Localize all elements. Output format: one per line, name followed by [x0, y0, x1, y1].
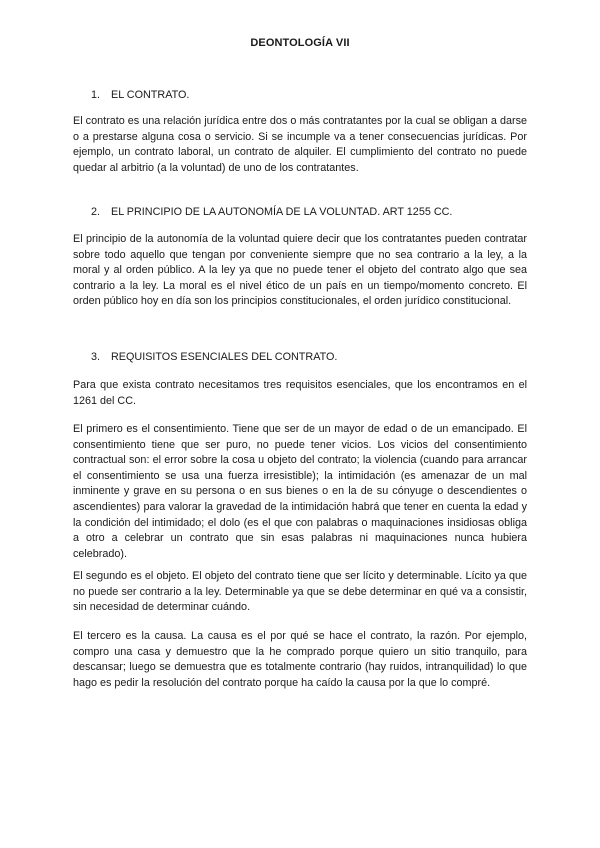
- paragraph: El primero es el consentimiento. Tiene que ser de un mayor de edad o de un emancipado. El consentimiento tiene que ser puro, no puede tener vicios. Los vicios del consentimiento contractual son: el error sobre la cosa u objeto del contrato; la violencia (cuando para arrancar el consentimiento se usa una fuerza irresistible); la intimidación (es amenazar de un mal inminente y grave en su persona o en sus bienes o en la de su cónyuge o descendientes o ascendientes) para valorar la gravedad de la intimidación habrá que tener en cuenta la edad y la condición del intimidado; el dolo (es el que con palabras o maquinaciones insidiosas obliga a otro a celebrar un contrato que sin esas palabras ni maquinaciones nunca hubiera celebrado).: [73, 423, 527, 560]
- paragraph: El contrato es una relación jurídica entre dos o más contratantes por la cual se obligan a darse o a prestarse alguna cosa o servicio. Si se incumple va a tener consecuencias jurídicas. Por ejemplo, un contrato laboral, un contrato de alquiler. El cumplimiento del contrato no puede quedar al arbitrio (a la voluntad) de uno de los contratantes.: [73, 115, 527, 174]
- section-heading-text: EL PRINCIPIO DE LA AUTONOMÍA DE LA VOLUNTAD. ART 1255 CC.: [111, 206, 453, 218]
- paragraph: El tercero es la causa. La causa es el por qué se hace el contrato, la razón. Por ejemplo, compro una casa y demuestro que la he comprado porque quiero un sitio tranquilo, para descansar; luego se demuestra que es totalmente contrario (hay ruidos, intranquilidad) lo que hago es pedir la resolución del contrato porque ha caído la causa por la que lo compré.: [73, 630, 527, 689]
- section-heading-1: [91, 88, 189, 102]
- paragraph: Para que exista contrato necesitamos tres requisitos esenciales, que los encontramos en el 1261 del CC.: [73, 379, 527, 407]
- section-heading-text: REQUISITOS ESENCIALES DEL CONTRATO.: [111, 351, 338, 363]
- section-heading-text: EL CONTRATO.: [111, 89, 190, 101]
- section-heading-2: [91, 205, 452, 219]
- paragraph: El principio de la autonomía de la voluntad quiere decir que los contratantes pueden contratar sobre todo aquello que tengan por conveniente siempre que no sea contrario a la ley, a la moral y al orden público. A la ley ya que no puede tener el objeto del contrato algo que sea contrario a la ley. La moral es el nivel ético de un país en un tiempo/momento concreto. El orden público hoy en día son los principios constitucionales, el orden jurídico constitucional.: [73, 233, 527, 308]
- section-heading-3: [91, 350, 337, 364]
- section-number: 2.: [91, 206, 101, 218]
- section-number: 3.: [91, 351, 101, 363]
- document-title: DEONTOLOGÍA VII: [250, 37, 350, 49]
- section-number: 1.: [91, 89, 101, 101]
- paragraph: El segundo es el objeto. El objeto del contrato tiene que ser lícito y determinable. Lícito ya que no puede ser contrario a la ley. Determinable ya que se debe determinar en qué va a consistir, sin necesidad de determinar cuándo.: [73, 570, 527, 614]
